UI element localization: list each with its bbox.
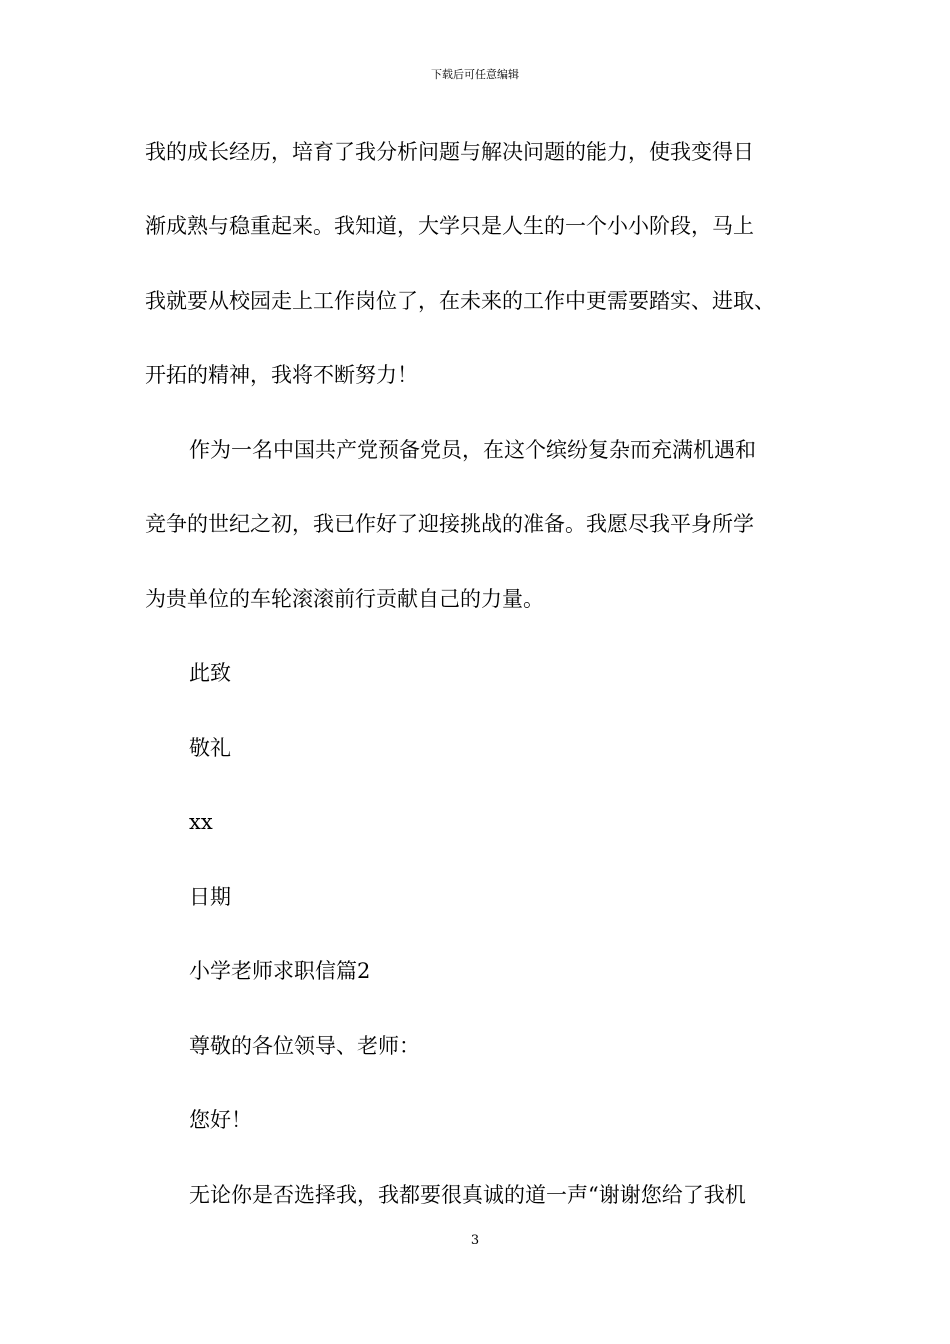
page-header: 下载后可任意编辑 (431, 68, 519, 81)
paragraph-line: 渐成熟与稳重起来。我知道，大学只是人生的一个小小阶段，马上 (145, 214, 754, 238)
greeting-line: 尊敬的各位领导、老师： (189, 1034, 420, 1058)
paragraph-line: 为贵单位的车轮滚滚前行贡献自己的力量。 (145, 587, 544, 611)
paragraph-line: 无论你是否选择我，我都要很真诚的道一声“谢谢您给了我机 (189, 1183, 746, 1207)
signature-name: xx (189, 810, 213, 834)
paragraph-line: 作为一名中国共产党预备党员，在这个缤纷复杂而充满机遇和 (189, 438, 756, 462)
greeting-hello: 您好！ (189, 1108, 252, 1132)
page-number: 3 (470, 1233, 480, 1248)
signature-date: 日期 (189, 885, 231, 909)
section-title: 小学老师求职信篇2 (189, 959, 371, 983)
paragraph-line: 我就要从校园走上工作岗位了，在未来的工作中更需要踏实、进取、 (145, 289, 775, 313)
closing-regards: 敬礼 (189, 736, 231, 760)
paragraph-line: 开拓的精神，我将不断努力！ (145, 363, 418, 387)
paragraph-line: 我的成长经历，培育了我分析问题与解决问题的能力，使我变得日 (145, 140, 754, 164)
closing-salutation: 此致 (189, 661, 231, 685)
paragraph-line: 竞争的世纪之初，我已作好了迎接挑战的准备。我愿尽我平身所学 (145, 512, 754, 536)
